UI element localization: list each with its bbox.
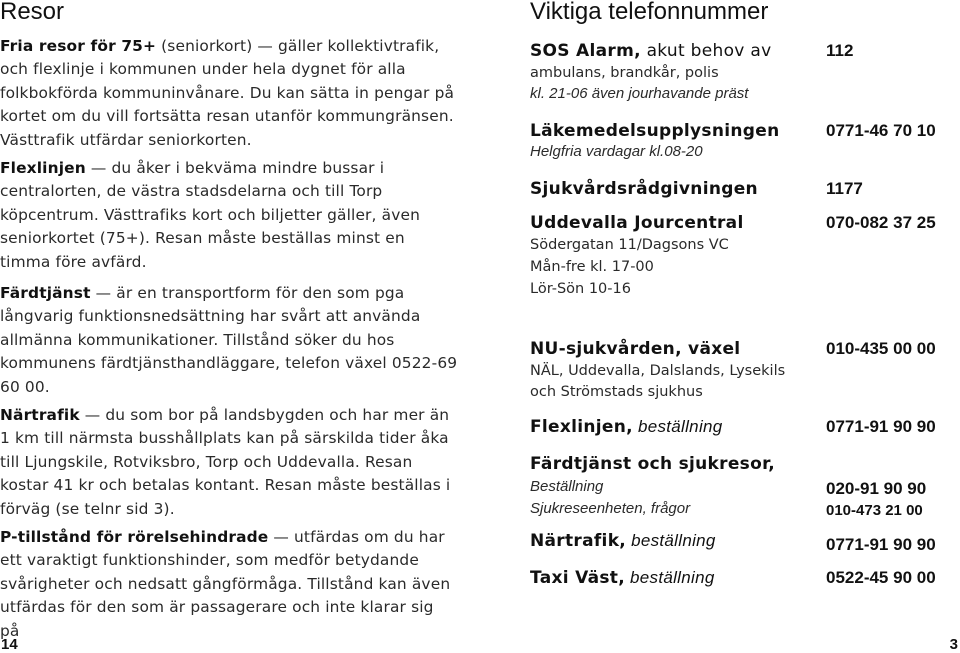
text-flexlinjen: — du åker i bekväma mindre bussar i centralorten, de västra stadsdelarna och till Torp köpcentrum. Västtrafiks kort och biljetter gäller, även seniorkortet (75+). Resan måste beställas minst en timma före avfärd. bbox=[0, 159, 420, 271]
entry-detail: och Strömstads sjukhus bbox=[530, 384, 703, 400]
page-title-telefonnummer: Viktiga telefonnummer bbox=[530, 0, 769, 25]
text-fardtjanst: — är en transportform för den som pga långvarig funktionsnedsättning har svårt att använda allmänna kommunikationer. Tillstånd söker du hos kommunens färdtjänsthandläggare, telefon växel 0522-69 60 00. bbox=[0, 284, 458, 396]
lead-p-tillstand: P-tillstånd för rörelsehindrade bbox=[0, 528, 269, 546]
entry-detail: kl. 21-06 även jourhavande präst bbox=[530, 85, 749, 102]
entry-number: 010-435 00 00 bbox=[826, 339, 936, 358]
paragraph-fria-resor bbox=[0, 35, 458, 152]
page-number-right: 3 bbox=[949, 636, 958, 653]
paragraph-fardtjanst bbox=[0, 282, 458, 399]
lead-nartrafik: Närtrafik bbox=[0, 406, 80, 424]
page-number-left: 14 bbox=[1, 636, 18, 653]
entry-detail: ambulans, brandkår, polis bbox=[530, 65, 719, 81]
entry-name: Sjukvårdsrådgivningen bbox=[530, 179, 758, 199]
entry-number: 0771-91 90 90 bbox=[826, 535, 936, 554]
lead-fria-resor: Fria resor för 75+ bbox=[0, 37, 157, 55]
entry-name: Läkemedelsupplysningen bbox=[530, 121, 780, 141]
entry-number: 0771-91 90 90 bbox=[826, 417, 936, 436]
entry-detail: Sjukreseenheten, frågor bbox=[530, 500, 691, 517]
entry-name: Flexlinjen, beställning bbox=[530, 417, 723, 437]
right-page bbox=[530, 0, 960, 652]
paragraph-p-tillstand bbox=[0, 526, 458, 643]
page-title-resor: Resor bbox=[0, 0, 65, 25]
entry-name: SOS Alarm, akut behov av bbox=[530, 41, 772, 61]
text-p-tillstand: — utfärdas om du har ett varaktigt funktionshinder, som medför betydande svårigheter och nedsatt gångförmåga. Tillstånd kan även utfärdas för den som är passagerare och inte klarar sig på bbox=[0, 528, 451, 640]
entry-name: Färdtjänst och sjukresor, bbox=[530, 454, 776, 474]
entry-number: 0771-46 70 10 bbox=[826, 121, 936, 140]
entry-detail: NÄL, Uddevalla, Dalslands, Lysekils bbox=[530, 363, 786, 379]
entry-name: NU-sjukvården, växel bbox=[530, 339, 741, 359]
entry-number: 070-082 37 25 bbox=[826, 213, 936, 232]
lead-flexlinjen: Flexlinjen bbox=[0, 159, 86, 177]
text-fria-resor: (seniorkort) — gäller kollektivtrafik, och flexlinje i kommunen under hela dygnet för alla folkbokförda kommuninvånare. Du kan sätta in pengar på kortet om du vill fortsätta resan utanför kommungränsen. Västtrafik utfärdar seniorkorten. bbox=[0, 37, 455, 149]
text-nartrafik: — du som bor på landsbygden och har mer än 1 km till närmsta busshållplats kan på särskilda tider åka till Ljungskile, Rotviksbro, Torp och Uddevalla. Resan kostar 41 kr och betalas kontant. Resan måste beställas i förväg (se telnr sid 3). bbox=[0, 406, 451, 518]
entry-number: 0522-45 90 00 bbox=[826, 568, 936, 587]
entry-name: Närtrafik, beställning bbox=[530, 531, 716, 551]
paragraph-nartrafik bbox=[0, 404, 458, 521]
paragraph-flexlinjen bbox=[0, 157, 458, 274]
entry-detail: Beställning bbox=[530, 478, 604, 495]
entry-name: Taxi Väst, beställning bbox=[530, 568, 715, 588]
entry-detail: Mån-fre kl. 17-00 bbox=[530, 259, 654, 275]
lead-fardtjanst: Färdtjänst bbox=[0, 284, 91, 302]
entry-detail: Södergatan 11/Dagsons VC bbox=[530, 237, 729, 253]
entry-detail: Helgfria vardagar kl.08-20 bbox=[530, 143, 703, 160]
entry-number-secondary: 010-473 21 00 bbox=[826, 502, 923, 519]
entry-number: 112 bbox=[826, 41, 854, 60]
entry-name: Uddevalla Jourcentral bbox=[530, 213, 744, 233]
entry-detail: Lör-Sön 10-16 bbox=[530, 281, 631, 297]
entry-number: 020-91 90 90 bbox=[826, 479, 927, 498]
entry-number: 1177 bbox=[826, 179, 863, 198]
